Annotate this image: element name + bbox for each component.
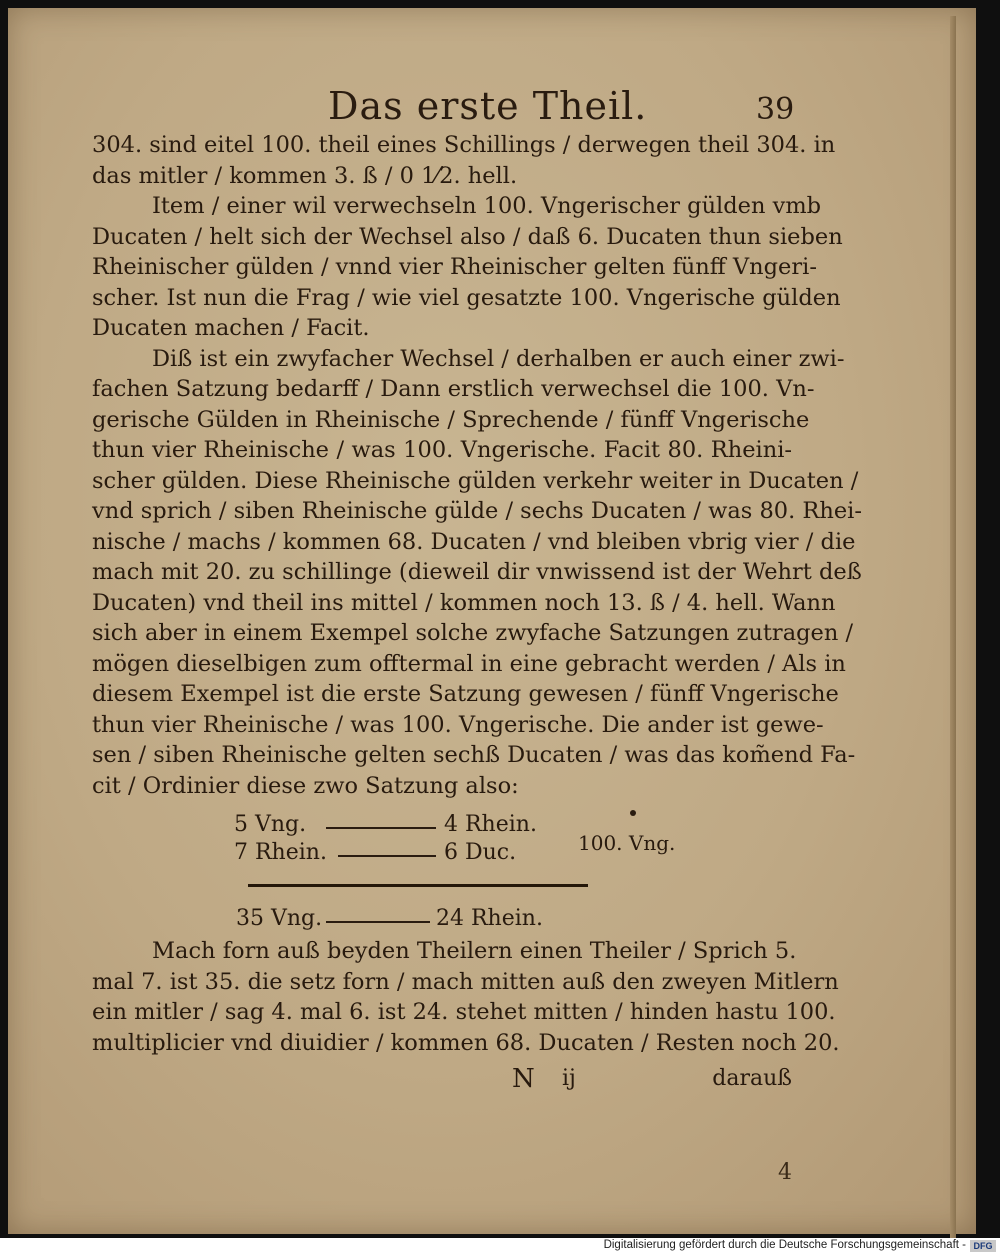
text-line: thun vier Rheinische / was 100. Vngerische. Facit 80. Rheini- — [92, 437, 792, 463]
text-line: fachen Satzung bedarff / Dann erstlich verwechsel die 100. Vn- — [92, 376, 815, 402]
rule-result-left: 35 Vng. — [236, 906, 323, 931]
text-line: Ducaten) vnd theil ins mittel / kommen noch 13. ß / 4. hell. Wann — [92, 589, 836, 616]
rule-dash — [338, 855, 436, 857]
text-line: scher gülden. Diese Rheinische gülden verkehr weiter in Ducaten / — [92, 467, 859, 494]
dfg-logo[interactable]: DFG — [970, 1240, 996, 1252]
book-page — [8, 8, 976, 1234]
rule-row-1-right: 4 Rhein. — [444, 812, 537, 837]
text-line: ein mitler / sag 4. mal 6. ist 24. stehet mitten / hinden hastu 100. — [92, 999, 836, 1025]
text-line: sen / siben Rheinische gelten sechß Ducaten / was das kom̃end Fa- — [92, 742, 856, 768]
rule-dash — [326, 827, 436, 829]
page-number: 39 — [756, 92, 795, 127]
text-line: sich aber in einem Exempel solche zwyfache Satzungen zutragen / — [92, 620, 854, 646]
text-line: gerische Gülden in Rheinische / Sprechende / fünff Vngerische — [92, 406, 810, 433]
catchword: darauß — [712, 1066, 792, 1091]
text-line: das mitler / kommen 3. ß / 0 1⁄2. hell. — [92, 162, 518, 189]
bottom-mark: 4 — [778, 1160, 792, 1185]
signature-line — [92, 1064, 792, 1094]
text-line: Mach forn auß beyden Theilern einen Theiler / Sprich 5. — [152, 938, 797, 964]
rule-row-1-left: 5 Vng. — [234, 812, 307, 837]
horizontal-rule — [248, 884, 588, 887]
text-line: diesem Exempel ist die erste Satzung gewesen / fünff Vngerische — [92, 681, 839, 707]
text-line: Diß ist ein zwyfacher Wechsel / derhalben er auch einer zwi- — [152, 345, 845, 372]
text-line: Ducaten / helt sich der Wechsel also / daß 6. Ducaten thun sieben — [92, 223, 843, 250]
footer-bar — [0, 1238, 1000, 1255]
text-line: scher. Ist nun die Frag / wie viel gesatzte 100. Vngerische gülden — [92, 284, 841, 311]
footer-credit: Digitalisierung gefördert durch die Deutsche Forschungsgemeinschaft - — [603, 1239, 966, 1251]
text-line: Item / einer wil verwechseln 100. Vngerischer gülden vmb — [152, 193, 822, 219]
text-line: 304. sind eitel 100. theil eines Schillings / derwegen theil 304. in — [92, 132, 836, 158]
text-line: cit / Ordinier diese zwo Satzung also: — [92, 772, 519, 799]
rule-question: 100. Vng. — [578, 831, 676, 855]
text-line: vnd sprich / siben Rheinische gülde / sechs Ducaten / was 80. Rhei- — [92, 498, 862, 524]
running-title: Das erste Theil. — [328, 84, 648, 128]
text-line: mögen dieselbigen zum offtermal in eine gebracht werden / Als in — [92, 650, 846, 677]
text-line: nische / machs / kommen 68. Ducaten / vnd bleiben vbrig vier / die — [92, 528, 856, 555]
rule-row-2-left: 7 Rhein. — [234, 840, 327, 865]
text-line: mal 7. ist 35. die setz forn / mach mitten auß den zweyen Mitlern — [92, 968, 839, 995]
body-text-continued — [92, 936, 840, 1058]
text-line: thun vier Rheinische / was 100. Vngerische. Die ander ist gewe- — [92, 711, 824, 738]
signature-mark: N — [512, 1064, 535, 1094]
rule-result-right: 24 Rhein. — [436, 906, 543, 931]
text-line: Rheinischer gülden / vnnd vier Rheinischer gelten fünff Vngeri- — [92, 254, 817, 280]
text-line: mach mit 20. zu schillinge (dieweil dir vnwissend ist der Wehrt deß — [92, 559, 862, 585]
text-line: Ducaten machen / Facit. — [92, 315, 370, 341]
signature-folio: ij — [562, 1066, 576, 1091]
text-line: multiplicier vnd diuidier / kommen 68. Ducaten / Resten noch 20. — [92, 1029, 840, 1056]
ornament-dot — [630, 810, 636, 816]
rule-dash — [326, 921, 430, 923]
rule-row-2-right: 6 Duc. — [444, 840, 517, 865]
